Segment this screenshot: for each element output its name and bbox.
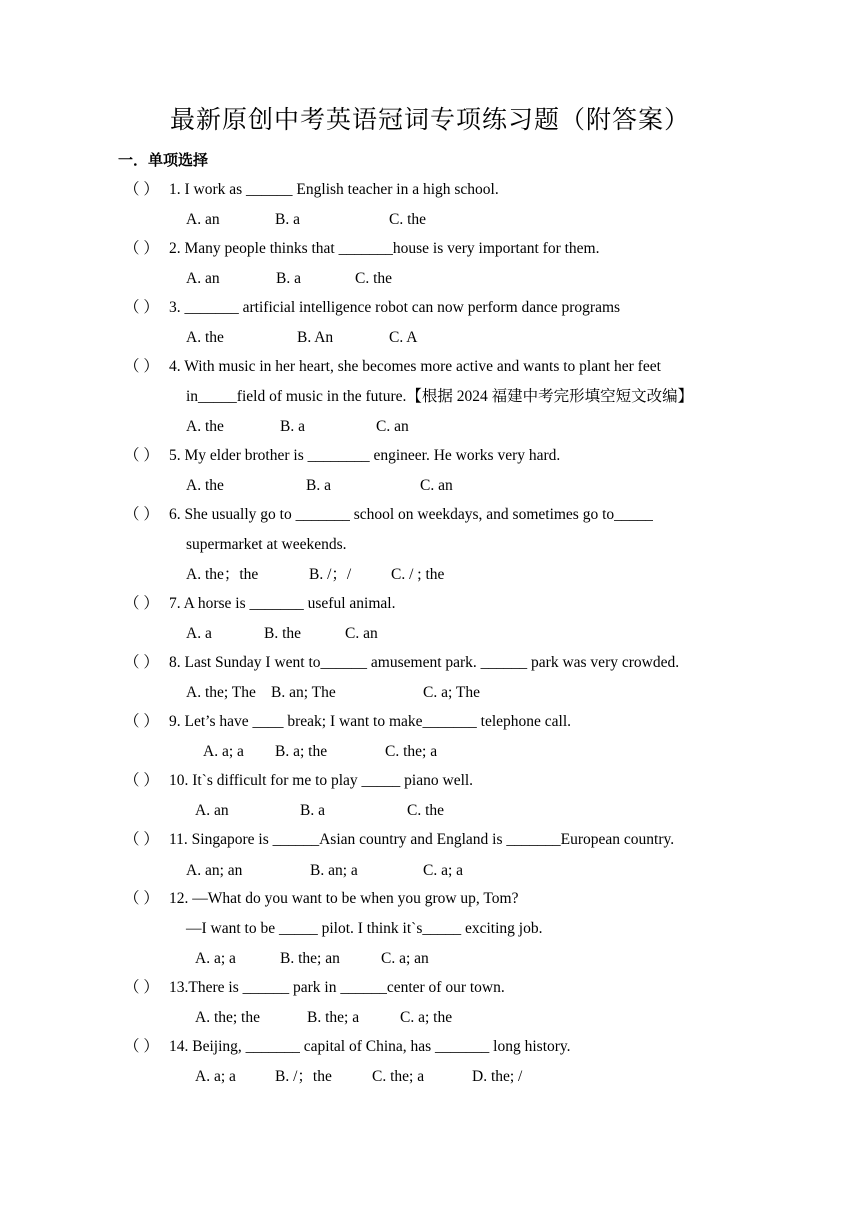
option-a: A. the: [186, 329, 224, 346]
option-b: B. an; The: [271, 684, 336, 701]
option-a: A. a: [186, 625, 212, 642]
option-c: C. a; the: [400, 1009, 453, 1026]
answer-blank[interactable]: （ ）: [124, 181, 159, 198]
option-c: C. a; an: [381, 950, 429, 967]
option-a: A. a; a: [195, 1068, 236, 1085]
option-a: A. an: [195, 802, 229, 819]
option-b: B. An: [297, 329, 334, 346]
option-b: B. the; a: [307, 1009, 360, 1026]
answer-blank[interactable]: （ ）: [124, 890, 159, 907]
option-c: C. the: [355, 270, 393, 287]
answer-blank[interactable]: （ ）: [124, 240, 159, 257]
option-a: A. a; a: [195, 950, 236, 967]
option-a: A. the: [186, 418, 224, 435]
option-c: C. the; a: [372, 1068, 425, 1085]
option-b: B. a: [300, 802, 325, 819]
question-text: 12. —What do you want to be when you grow up, Tom?: [169, 890, 519, 907]
question-text: 3. _______ artificial intelligence robot can now perform dance programs: [169, 299, 621, 316]
option-a: A. an: [186, 211, 220, 228]
question-continuation: in_____field of music in the future.【根据 2024 福建中考完形填空短文改编】: [186, 388, 694, 405]
answer-blank[interactable]: （ ）: [124, 595, 159, 612]
answer-blank[interactable]: （ ）: [124, 1038, 159, 1055]
option-c: C. A: [389, 329, 418, 346]
option-b: B. a: [280, 418, 305, 435]
option-a: A. the; The: [186, 684, 256, 701]
option-c: C. a; The: [423, 684, 480, 701]
option-b: B. the; an: [280, 950, 340, 967]
option-c: C. / ; the: [391, 566, 445, 583]
option-b: B. a; the: [275, 743, 328, 760]
option-a: A. an: [186, 270, 220, 287]
question-continuation: —I want to be _____ pilot. I think it`s_____ exciting job.: [186, 920, 543, 937]
option-c: C. an: [376, 418, 409, 435]
question-text: 6. She usually go to _______ school on weekdays, and sometimes go to_____: [169, 506, 653, 523]
option-b: B. /；/: [309, 566, 352, 583]
option-c: C. an: [345, 625, 378, 642]
question-text: 9. Let’s have ____ break; I want to make_______ telephone call.: [169, 713, 572, 730]
option-c: C. the: [407, 802, 445, 819]
question-text: 7. A horse is _______ useful animal.: [169, 595, 396, 612]
answer-blank[interactable]: （ ）: [124, 979, 159, 996]
question-text: 4. With music in her heart, she becomes more active and wants to plant her feet: [169, 358, 661, 375]
option-a: A. a; a: [203, 743, 244, 760]
question-text: 11. Singapore is ______Asian country and England is _______European country.: [169, 831, 675, 848]
answer-blank[interactable]: （ ）: [124, 447, 159, 464]
option-c: C. the; a: [385, 743, 438, 760]
answer-blank[interactable]: （ ）: [124, 772, 159, 789]
answer-blank[interactable]: （ ）: [124, 358, 159, 375]
answer-blank[interactable]: （ ）: [124, 506, 159, 523]
question-text: 1. I work as ______ English teacher in a high school.: [169, 181, 499, 198]
question-text: 8. Last Sunday I went to______ amusement park. ______ park was very crowded.: [169, 654, 680, 671]
question-text: 10. It`s difficult for me to play _____ piano well.: [169, 772, 474, 789]
option-c: C. a; a: [423, 862, 464, 879]
question-text: 13.There is ______ park in ______center of our town.: [169, 979, 505, 996]
question-text: 14. Beijing, _______ capital of China, has _______ long history.: [169, 1038, 571, 1055]
option-c: C. an: [420, 477, 453, 494]
answer-blank[interactable]: （ ）: [124, 831, 159, 848]
option-b: B. a: [306, 477, 331, 494]
question-continuation: supermarket at weekends.: [186, 536, 347, 553]
section-heading: 一．单项选择: [118, 151, 209, 169]
question-text: 5. My elder brother is ________ engineer. He works very hard.: [169, 447, 561, 464]
option-b: B. the: [264, 625, 302, 642]
option-a: A. the: [186, 477, 224, 494]
page-title: 最新原创中考英语冠词专项练习题（附答案）: [169, 105, 690, 134]
option-b: B. a: [275, 211, 300, 228]
option-a: A. the；the: [186, 566, 259, 583]
answer-blank[interactable]: （ ）: [124, 654, 159, 671]
option-a: A. the; the: [195, 1009, 260, 1026]
option-c: C. the: [389, 211, 427, 228]
option-d: D. the; /: [472, 1068, 523, 1085]
option-b: B. /；the: [275, 1068, 332, 1085]
option-a: A. an; an: [186, 862, 243, 879]
question-text: 2. Many people thinks that _______house is very important for them.: [169, 240, 600, 257]
answer-blank[interactable]: （ ）: [124, 299, 159, 316]
option-b: B. an; a: [310, 862, 358, 879]
option-b: B. a: [276, 270, 301, 287]
answer-blank[interactable]: （ ）: [124, 713, 159, 730]
